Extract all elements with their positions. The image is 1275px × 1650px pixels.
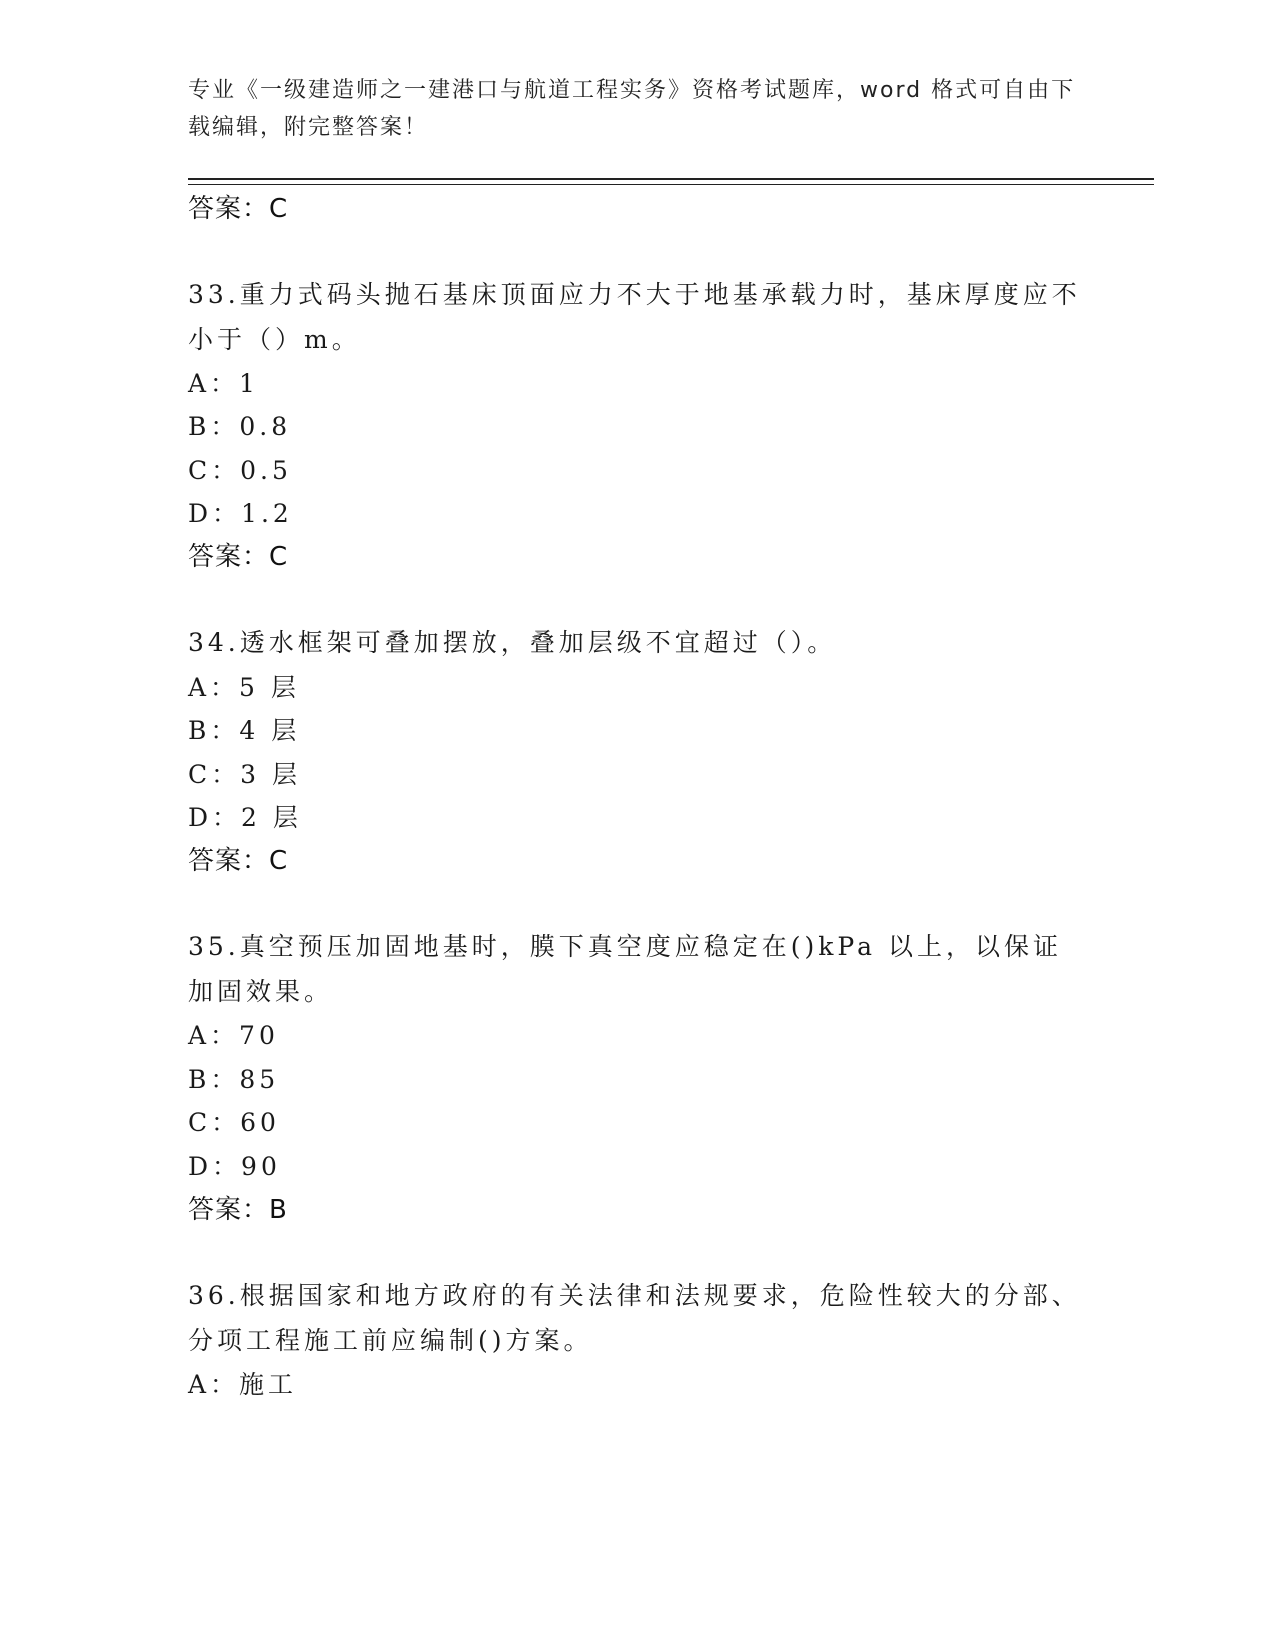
answer-text: 答案：B	[188, 1195, 288, 1225]
option-a: A：70	[188, 1021, 279, 1050]
option-b: B：85	[188, 1065, 280, 1094]
header-rule-thick	[188, 178, 1154, 180]
question-stem: 35.真空预压加固地基时，膜下真空度应稳定在()kPa 以上，以保证加固效果。	[188, 932, 1062, 1006]
answer-text: 答案：C	[188, 846, 289, 876]
option-c: C：60	[188, 1108, 280, 1137]
option-d: D：90	[188, 1152, 281, 1181]
answer-text: 答案：C	[188, 194, 289, 224]
option-c: C：3 层	[188, 760, 301, 789]
question-stem: 33.重力式码头抛石基床顶面应力不大于地基承载力时，基床厚度应不小于（）m。	[188, 280, 1081, 354]
question-stem: 34.透水框架可叠加摆放，叠加层级不宜超过（）。	[188, 628, 837, 657]
document-header: 专业《一级建造师之一建港口与航道工程实务》资格考试题库，word 格式可自由下载编辑，附完整答案！	[188, 78, 1076, 140]
option-d: D：1.2	[188, 499, 293, 528]
option-d: D：2 层	[188, 803, 302, 832]
option-b: B：0.8	[188, 412, 292, 441]
option-b: B：4 层	[188, 716, 301, 745]
option-a: A：1	[188, 369, 259, 398]
option-c: C：0.5	[188, 456, 292, 485]
option-a: A：施工	[188, 1370, 298, 1399]
answer-text: 答案：C	[188, 542, 289, 572]
option-a: A：5 层	[188, 673, 300, 702]
question-stem: 36.根据国家和地方政府的有关法律和法规要求，危险性较大的分部、分项工程施工前应编制()方案。	[188, 1281, 1081, 1355]
header-rule-thin	[188, 184, 1154, 185]
